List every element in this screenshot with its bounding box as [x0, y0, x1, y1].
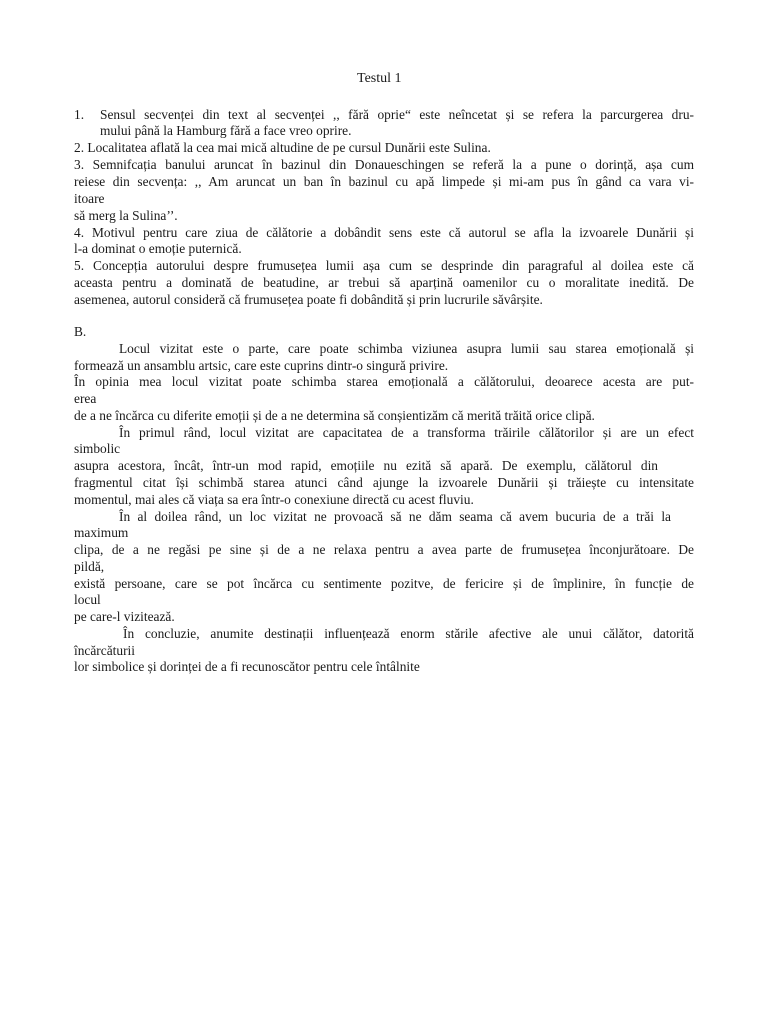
essay-p3-line-5: momentul, mai ales că viața sa era într-o conexiune directă cu acest fluviu. — [74, 492, 474, 507]
essay-p3-line-4: fragmentul citat își schimbă starea atunci când ajunge la izvoarele Dunării și trăiește cu intensitate — [74, 475, 694, 490]
answer-3-line-2: reiese din secvența: ,, Am aruncat un ban în bazinul cu apă limpede și mi-am pus în gând ca vara vi- — [74, 174, 694, 189]
essay-p3-line-2: simbolic — [74, 441, 121, 456]
answer-4-line-2: l-a dominat o emoție puternică. — [74, 241, 242, 256]
answer-5-line-1: 5. Concepția autorului despre frumusețea lumii așa cum se desprinde din paragraful al doilea este că — [74, 258, 694, 273]
answer-1-line-1: Sensul secvenței din text al secvenței ,, fără oprie“ este neîncetat și se refera la parcurgerea dru- — [100, 107, 694, 122]
essay-p4-line-1: În al doilea rând, un loc vizitat ne provoacă să ne dăm seama că avem bucuria de a trăi la — [119, 509, 671, 524]
essay-p4-line-4: pildă, — [74, 559, 105, 574]
answer-3-line-1: 3. Semnifcația banului aruncat în bazinul din Donaueschingen se referă la a pune o dorință, așa cum — [74, 157, 694, 172]
essay-p3-line-3: asupra acestora, încât, într-un mod rapid, emoțiile nu ezită să apară. De exemplu, călătorul din — [74, 458, 658, 473]
answer-1-line-2: mului până la Hamburg fără a face vreo oprire. — [100, 123, 352, 138]
essay-p2-line-2: erea — [74, 391, 97, 406]
essay-p5-line-2: încărcăturii — [74, 643, 135, 658]
page-title: Testul 1 — [357, 71, 402, 86]
essay-p3-line-1: În primul rând, locul vizitat are capacitatea de a transforma trăirile călătorilor și are un efect — [119, 425, 694, 440]
essay-p4-line-5: există persoane, care se pot încărca cu sentimente pozitve, de fericire și de împlinire, în funcție de — [74, 576, 694, 591]
essay-p1-line-1: Locul vizitat este o parte, care poate schimba viziunea asupra lumii sau starea emoțională și — [119, 341, 694, 356]
answer-3-line-3: itoare — [74, 191, 105, 206]
essay-p5-line-3: lor simbolice și dorinței de a fi recunoscător pentru cele întâlnite — [74, 659, 420, 674]
answer-3-line-4: să merg la Sulina’’. — [74, 208, 178, 223]
answer-5-line-2: aceasta pentru a dominată de beatudine, ar trebui să aparțină oamenilor cu o moralitate inedită. De — [74, 275, 694, 290]
section-b-label: B. — [74, 324, 87, 339]
essay-p4-line-2: maximum — [74, 525, 129, 540]
item-number: 1. — [74, 107, 85, 122]
answer-4-line-1: 4. Motivul pentru care ziua de călătorie a dobândit sens este că autorul se afla la izvoarele Dunării și — [74, 225, 694, 240]
answer-2-line-1: 2. Localitatea aflată la cea mai mică altudine de pe cursul Dunării este Sulina. — [74, 140, 491, 155]
essay-p1-line-2: formează un ansamblu artsic, care este cuprins dintr-o singură privire. — [74, 358, 449, 373]
essay-p4-line-3: clipa, de a ne regăsi pe sine și de a ne relaxa pentru a avea parte de frumusețea înconjurătoare. De — [74, 542, 694, 557]
essay-p2-line-3: de a ne încărca cu diferite emoții și de a ne determina să conșientizăm că merită trăită orice clipă. — [74, 408, 595, 423]
essay-p4-line-6: locul — [74, 592, 101, 607]
essay-p4-line-7: pe care-l vizitează. — [74, 609, 175, 624]
answer-5-line-3: asemenea, autorul consideră că frumusețea poate fi dobândită și prin lucrurile săvârșite. — [74, 292, 543, 307]
essay-p2-line-1: În opinia mea locul vizitat poate schimba starea emoțională a călătorului, deoarece acesta are put- — [74, 374, 694, 389]
essay-p5-line-1: În concluzie, anumite destinații influențează enorm stările afective ale unui călător, datorită — [123, 626, 694, 641]
